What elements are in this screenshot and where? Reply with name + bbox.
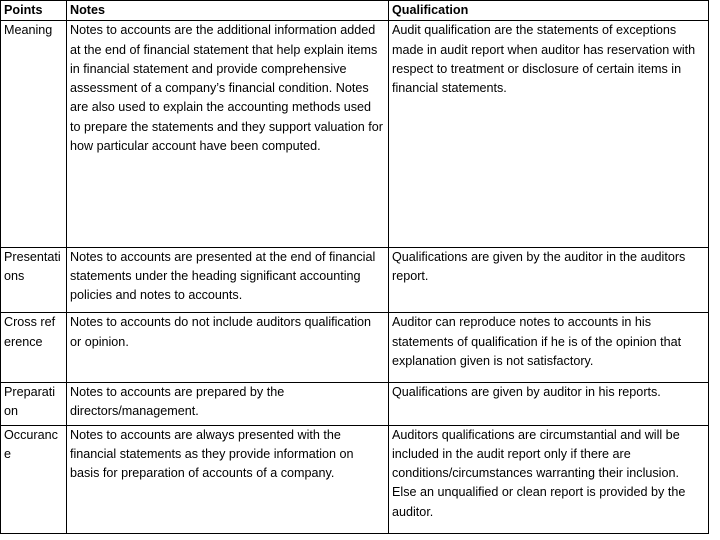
table-row <box>1 313 709 383</box>
row-point: Cross reference <box>1 313 67 383</box>
row-notes: Notes to accounts are always presented with the financial statements as they provide information on basis for preparation of accounts of a company. <box>67 425 389 533</box>
row-point: Meaning <box>1 21 67 248</box>
row-qualification: Audit qualification are the statements of exceptions made in audit report when auditor has reservation with respect to treatment or disclosure of certain items in financial statements. <box>389 21 709 248</box>
table-row <box>1 247 709 312</box>
row-notes: Notes to accounts are prepared by the directors/management. <box>67 383 389 426</box>
row-point: Preparation <box>1 383 67 426</box>
row-qualification: Qualifications are given by the auditor in the auditors report. <box>389 247 709 312</box>
row-qualification: Auditors qualifications are circumstantial and will be included in the audit report only if there are conditions/circumstances warranting their inclusion. Else an unqualified or clean report is provided by the auditor. <box>389 425 709 533</box>
row-point: Occurance <box>1 425 67 533</box>
row-notes: Notes to accounts are the additional information added at the end of financial statement that help explain items in financial statement and provide comprehensive assessment of a company’s financial condition. Notes are also used to explain the accounting methods used to prepare the statements and they support valuation for how particular account have been computed. <box>67 21 389 248</box>
header-row <box>1 1 709 21</box>
header-points: Points <box>1 1 67 21</box>
table-row <box>1 383 709 426</box>
table-row <box>1 21 709 248</box>
row-qualification: Qualifications are given by auditor in his reports. <box>389 383 709 426</box>
header-notes: Notes <box>67 1 389 21</box>
row-qualification: Auditor can reproduce notes to accounts in his statements of qualification if he is of the opinion that explanation given is not satisfactory. <box>389 313 709 383</box>
header-qualification: Qualification <box>389 1 709 21</box>
row-point: Presentations <box>1 247 67 312</box>
table-row <box>1 425 709 533</box>
row-notes: Notes to accounts are presented at the end of financial statements under the heading significant accounting policies and notes to accounts. <box>67 247 389 312</box>
row-notes: Notes to accounts do not include auditors qualification or opinion. <box>67 313 389 383</box>
